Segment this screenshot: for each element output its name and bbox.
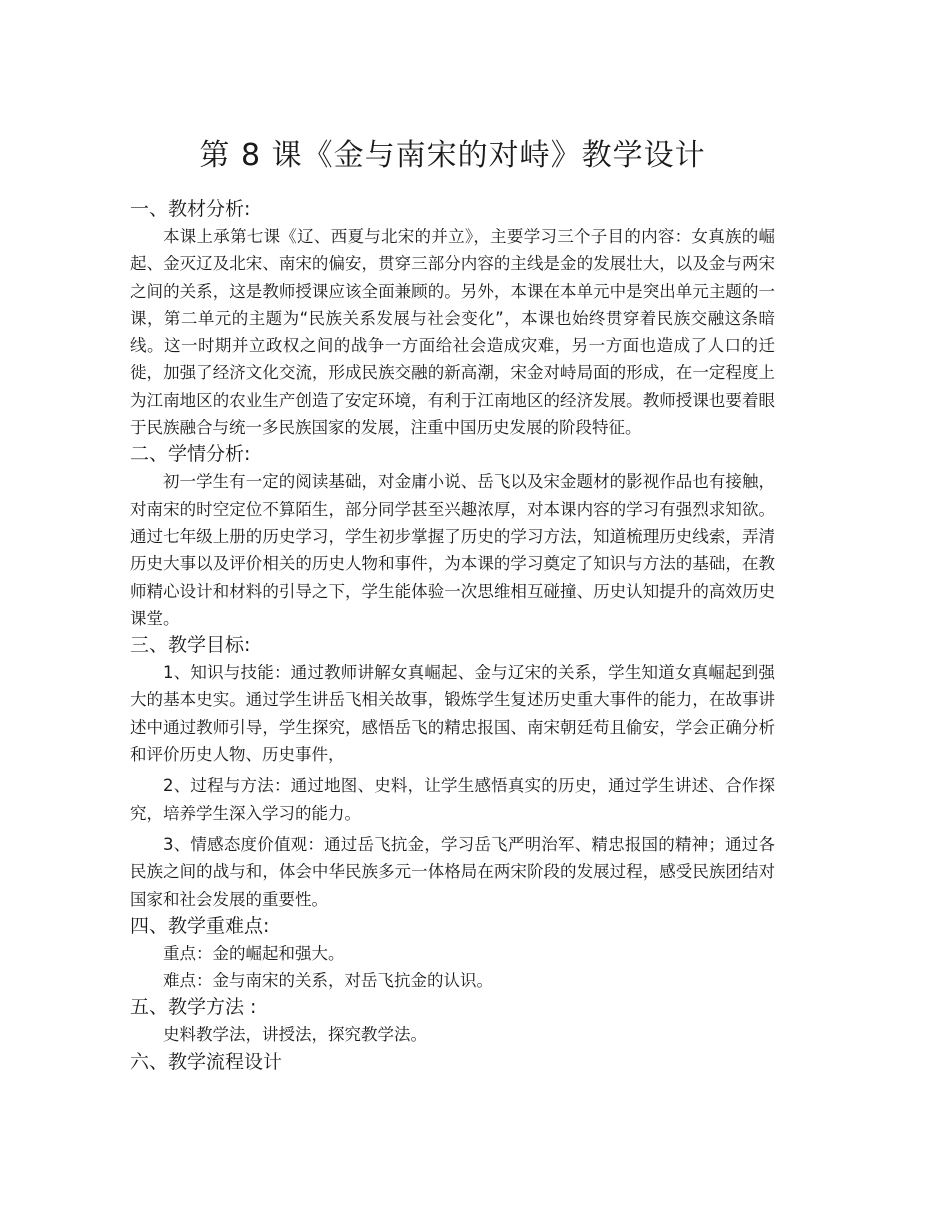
- section-heading: 五、教学方法 :: [130, 996, 257, 1019]
- section-heading: 一、教材分析:: [130, 198, 251, 220]
- methods-line: 史料教学法，讲授法，探究教学法。: [163, 1025, 427, 1045]
- section-teaching-objectives: [130, 632, 775, 913]
- key-point-line: 重点：金的崛起和强大。: [163, 943, 345, 963]
- paragraph: 1、知识与技能：通过教师讲解女真崛起、金与辽宋的关系，学生知道女真崛起到强大的基本史实。通过学生讲岳飞相关故事，锻炼学生复述历史重大事件的能力，在故事讲述中通过教师引导，学生探究，感悟岳飞的精忠报国、南宋朝廷苟且偷安，学会正确分析和评价历史人物、历史事件，: [130, 663, 775, 765]
- section-teaching-flow: [130, 1049, 775, 1076]
- section-student-analysis: [130, 441, 775, 632]
- section-heading: 六、教学流程设计: [130, 1050, 283, 1073]
- section-heading: 四、教学重难点:: [130, 914, 270, 937]
- section-key-points: [130, 913, 775, 995]
- document-title: 第 8 课《金与南宋的对峙》教学设计: [199, 138, 706, 173]
- difficult-point-line: 难点：金与南宋的关系，对岳飞抗金的认识。: [163, 971, 493, 991]
- paragraph: 3、情感态度价值观：通过岳飞抗金，学习岳飞严明治军、精忠报国的精神；通过各民族之间的战与和，体会中华民族多元一体格局在两宋阶段的发展过程，感受民族团结对国家和社会发展的重要性。: [130, 834, 775, 909]
- paragraph: 本课上承第七课《辽、西夏与北宋的并立》，主要学习三个子目的内容：女真族的崛起、金灭辽及北宋、南宋的偏安，贯穿三部分内容的主线是金的发展壮大，以及金与两宋之间的关系，这是教师授课应该全面兼顾的。另外，本课在本单元中是突出单元主题的一课，第二单元的主题为“民族关系发展与社会变化”，本课也始终贯穿着民族交融这条暗线。这一时期并立政权之间的战争一方面给社会造成灾难，另一方面也造成了人口的迁徙，加强了经济文化交流，形成民族交融的新高潮，宋金对峙局面的形成，在一定程度上为江南地区的农业生产创造了安定环境，有利于江南地区的经济发展。教师授课也要着眼于民族融合与统一多民族国家的发展，注重中国历史发展的阶段特征。: [130, 227, 775, 438]
- paragraph: 初一学生有一定的阅读基础，对金庸小说、岳飞以及宋金题材的影视作品也有接触，对南宋的时空定位不算陌生，部分同学甚至兴趣浓厚，对本课内容的学习有强烈求知欲。通过七年级上册的历史学习，学生初步掌握了历史的学习方法，知道梳理历史线索，弄清历史大事以及评价相关的历史人物和事件，为本课的学习奠定了知识与方法的基础，在教师精心设计和材料的引导之下，学生能体验一次思维相互碰撞、历史认知提升的高效历史课堂。: [130, 472, 775, 628]
- section-heading: 三、教学目标:: [130, 634, 251, 657]
- paragraph: 2、过程与方法：通过地图、史料，让学生感悟真实的历史，通过学生讲述、合作探究，培养学生深入学习的能力。: [130, 776, 775, 823]
- section-textbook-analysis: [130, 196, 775, 441]
- section-heading: 二、学情分析:: [130, 443, 251, 466]
- section-teaching-methods: [130, 994, 775, 1048]
- document-body: [130, 196, 775, 1076]
